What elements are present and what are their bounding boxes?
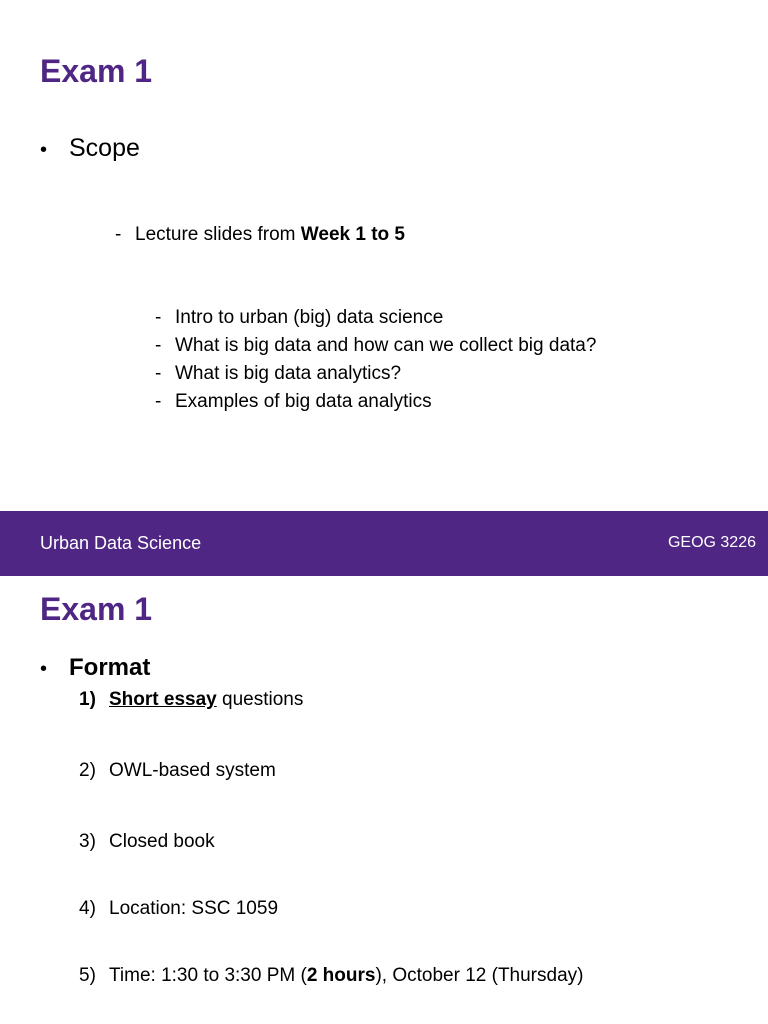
item-text: Closed book [109,831,215,852]
slide-format [0,576,768,1024]
item-number: 3) [79,831,96,852]
list-item [79,687,303,713]
list-item [155,360,596,388]
list-item [155,388,596,416]
dash-icon: - [155,335,162,356]
item-emphasis: 2 hours [306,965,376,986]
scope-subpoint [115,222,405,248]
topic-text: Examples of big data analytics [175,391,432,412]
bullet-label: Format [69,654,151,681]
slide-scope [0,0,768,511]
list-item [155,332,596,360]
topic-text: What is big data and how can we collect big data? [175,335,597,356]
item-text: Location: SSC 1059 [109,898,279,919]
bullet-label: Scope [69,134,140,162]
item-number: 5) [79,965,96,986]
dash-icon: - [155,363,162,384]
bullet-format [40,654,150,683]
topic-text: What is big data analytics? [175,363,402,384]
list-item [79,758,276,784]
item-number: 2) [79,760,96,781]
list-item [79,963,583,989]
item-text: OWL-based system [109,760,276,781]
topic-list [155,304,596,416]
subpoint-week-range: Week 1 to 5 [300,224,405,245]
item-text: Time: 1:30 to 3:30 PM ( [109,965,307,986]
list-item [79,896,278,922]
item-number: 4) [79,898,96,919]
slide-title: Exam 1 [40,53,153,89]
slide-title: Exam 1 [40,591,153,627]
item-emphasis: Short essay [109,689,217,710]
bullet-dot-icon: • [40,658,48,680]
dash-icon: - [155,307,162,328]
dash-icon: - [115,224,122,245]
course-name: Urban Data Science [40,533,202,553]
course-code: GEOG 3226 [667,534,756,551]
bullet-dot-icon: • [40,139,48,161]
dash-icon: - [155,391,162,412]
topic-text: Intro to urban (big) data science [175,307,444,328]
list-item [79,829,215,855]
item-number: 1) [79,689,96,710]
slide-footer [0,511,768,576]
list-item [155,304,596,332]
item-text: questions [216,689,304,710]
item-text: ), October 12 (Thursday) [375,965,584,986]
subpoint-text: Lecture slides from [135,224,301,245]
bullet-scope [40,134,140,164]
